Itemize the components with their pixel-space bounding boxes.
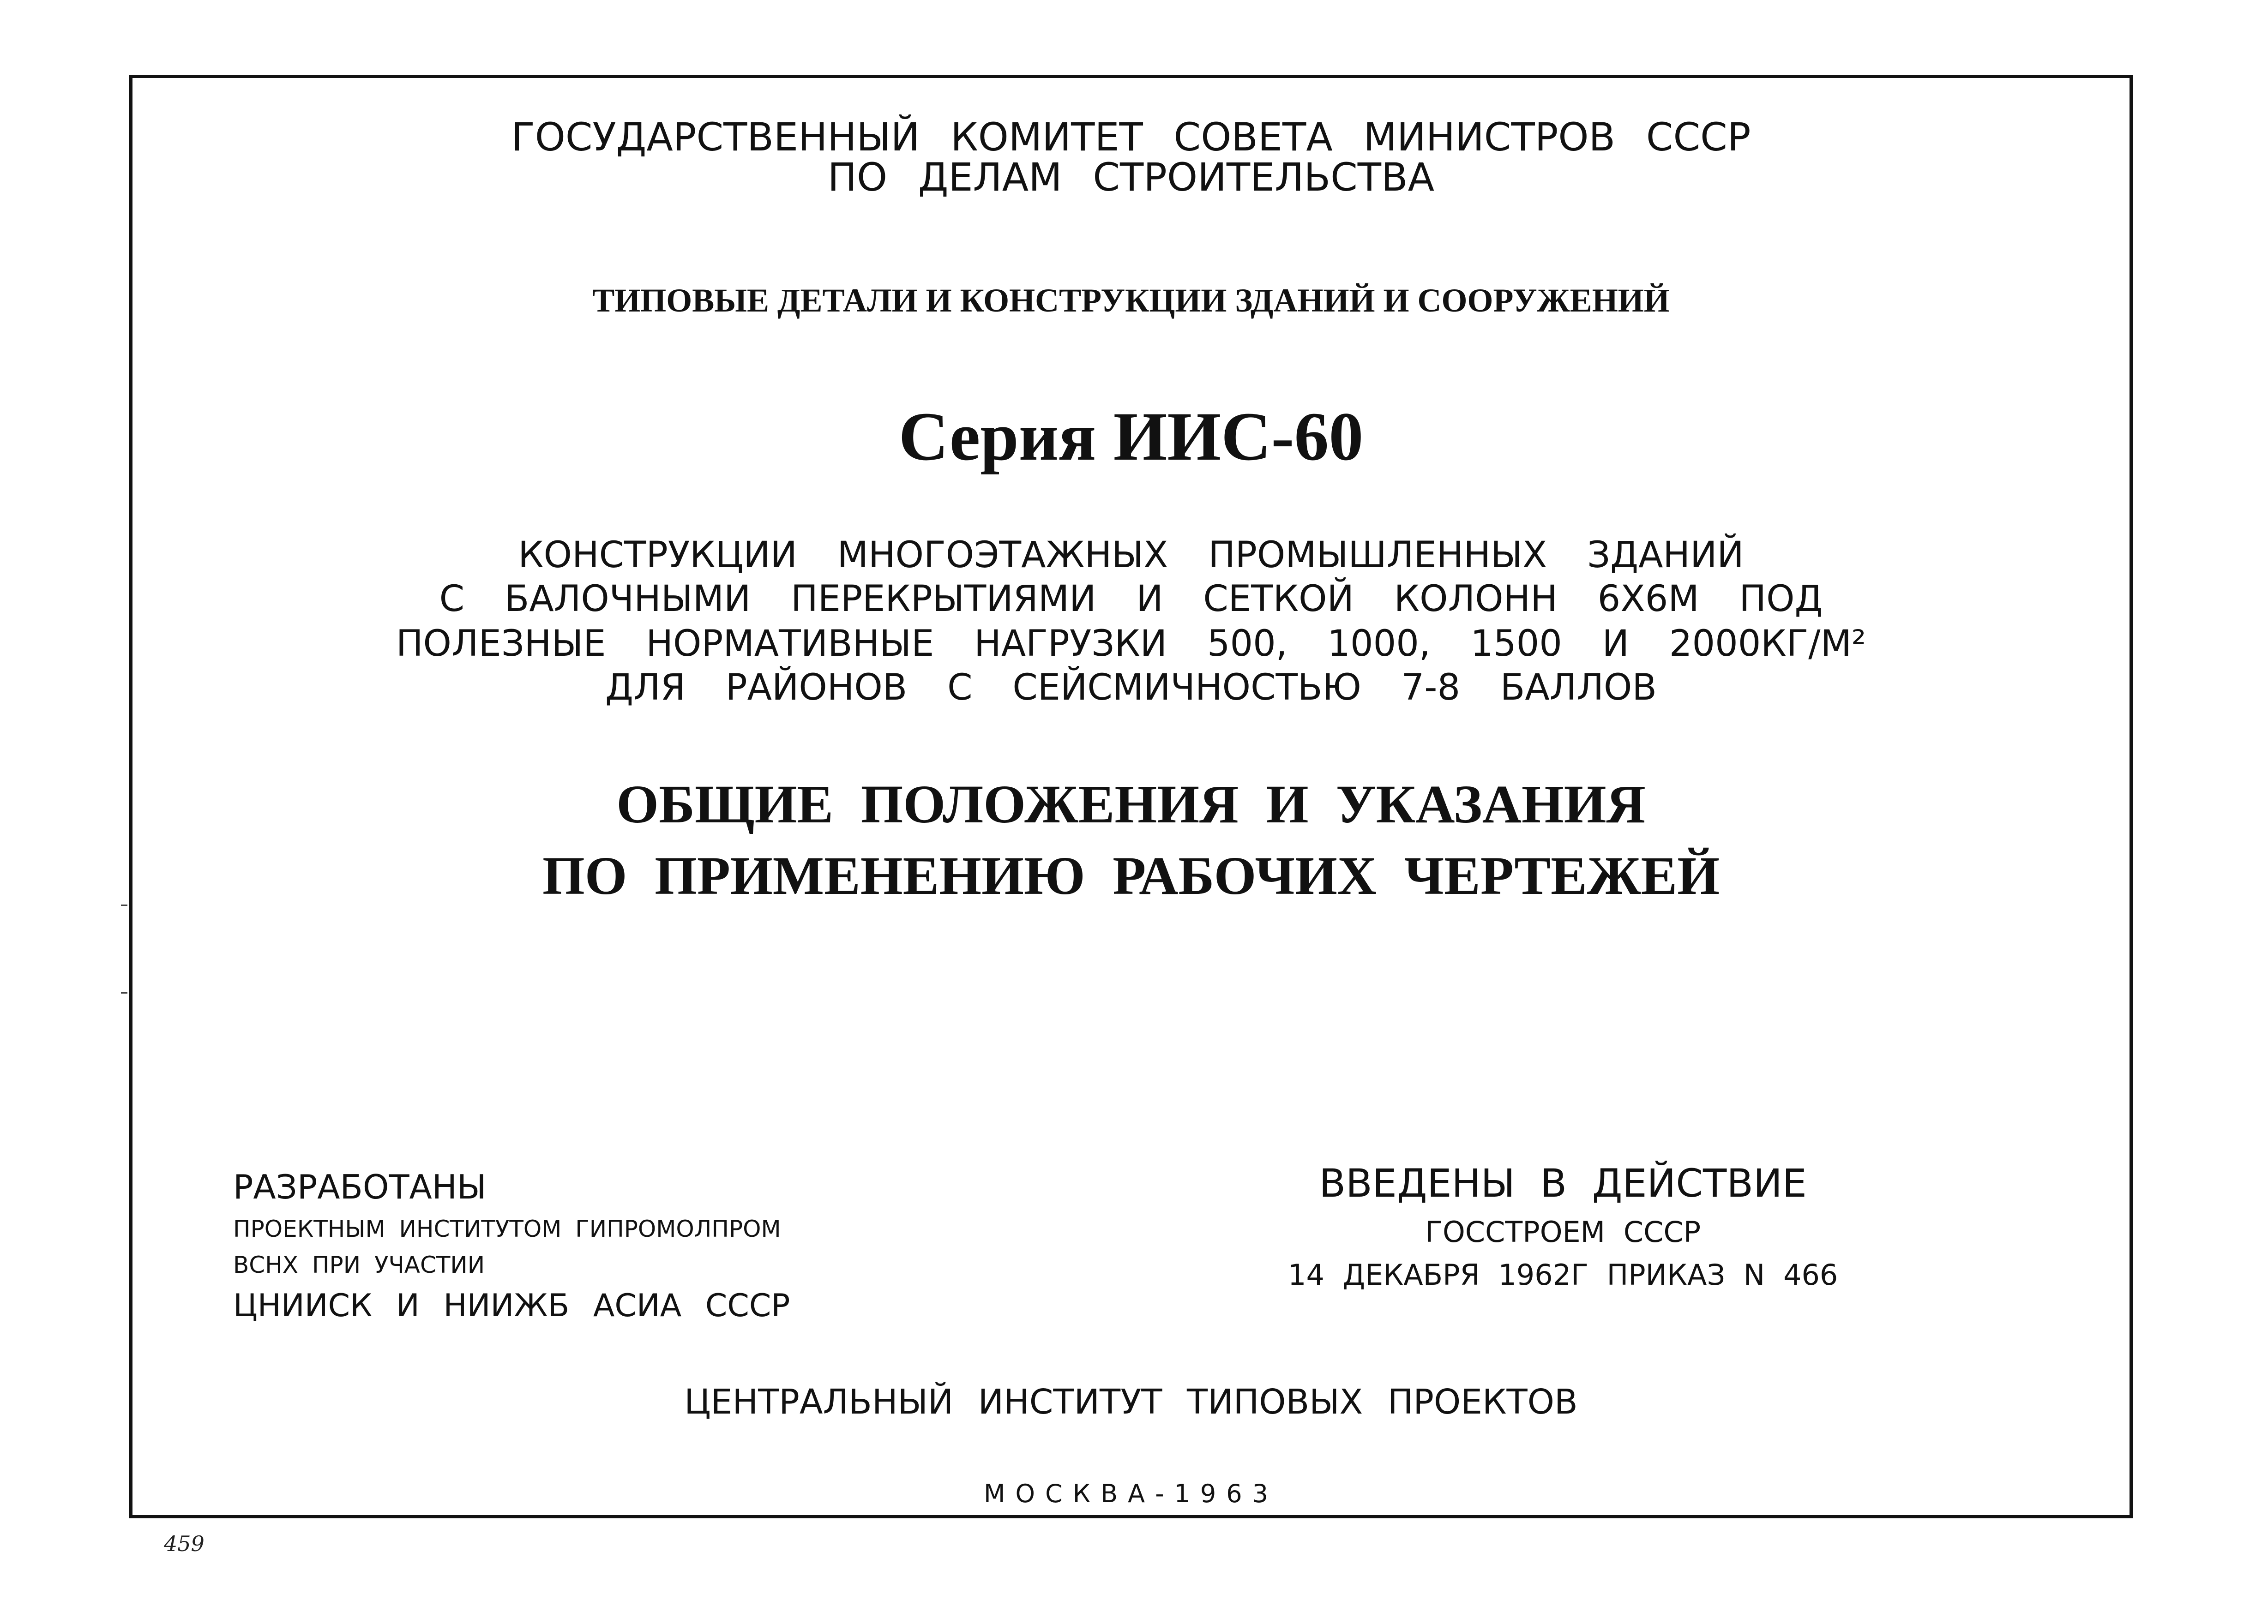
introduced-line-2: 14 ДЕКАБРЯ 1962Г ПРИКАЗ N 466	[1288, 1258, 1838, 1292]
description-line-2: С БАЛОЧНЫМИ ПЕРЕКРЫТИЯМИ И СЕТКОЙ КОЛОНН 6Х6М ПОД	[439, 578, 1823, 620]
developed-line-3: ЦНИИСК И НИИЖБ АСИА СССР	[233, 1288, 790, 1324]
margin-tick	[121, 992, 127, 994]
developed-line-2: ВСНХ ПРИ УЧАСТИИ	[233, 1252, 485, 1278]
developed-by-block	[233, 1168, 790, 1324]
description-line-1: КОНСТРУКЦИИ МНОГОЭТАЖНЫХ ПРОМЫШЛЕННЫХ ЗДАНИЙ	[518, 534, 1744, 576]
introduced-heading: ВВЕДЕНЫ В ДЕЙСТВИЕ	[1319, 1161, 1807, 1206]
document-title-line-1: ОБЩИЕ ПОЛОЖЕНИЯ И УКАЗАНИЯ	[616, 774, 1646, 834]
series-title: Серия ИИС-60	[898, 398, 1364, 475]
document-title-line-2: ПО ПРИМЕНЕНИЮ РАБОЧИХ ЧЕРТЕЖЕЙ	[542, 845, 1720, 906]
archive-number: 459	[164, 1531, 205, 1556]
description-line-4: ДЛЯ РАЙОНОВ С СЕЙСМИЧНОСТЬЮ 7-8 БАЛЛОВ	[605, 667, 1657, 708]
introduced-block	[1288, 1161, 1838, 1301]
developed-line-1: ПРОЕКТНЫМ ИНСТИТУТОМ ГИПРОМОЛПРОМ	[233, 1216, 781, 1242]
committee-subtitle: ПО ДЕЛАМ СТРОИТЕЛЬСТВА	[827, 155, 1435, 200]
introduced-line-1: ГОССТРОЕМ СССР	[1425, 1215, 1701, 1249]
city-year: МОСКВА-1963	[983, 1479, 1279, 1508]
description-line-3: ПОЛЕЗНЫЕ НОРМАТИВНЫЕ НАГРУЗКИ 500, 1000, 1500 И 2000КГ/М²	[396, 623, 1866, 665]
committee-name: ГОСУДАРСТВЕННЫЙ КОМИТЕТ СОВЕТА МИНИСТРОВ СССР	[511, 114, 1751, 160]
developed-heading: РАЗРАБОТАНЫ	[233, 1168, 487, 1206]
publisher-institute: ЦЕНТРАЛЬНЫЙ ИНСТИТУТ ТИПОВЫХ ПРОЕКТОВ	[684, 1382, 1578, 1422]
margin-tick	[121, 905, 127, 906]
catalog-title: ТИПОВЫЕ ДЕТАЛИ И КОНСТРУКЦИИ ЗДАНИЙ И СООРУЖЕНИЙ	[592, 282, 1670, 319]
